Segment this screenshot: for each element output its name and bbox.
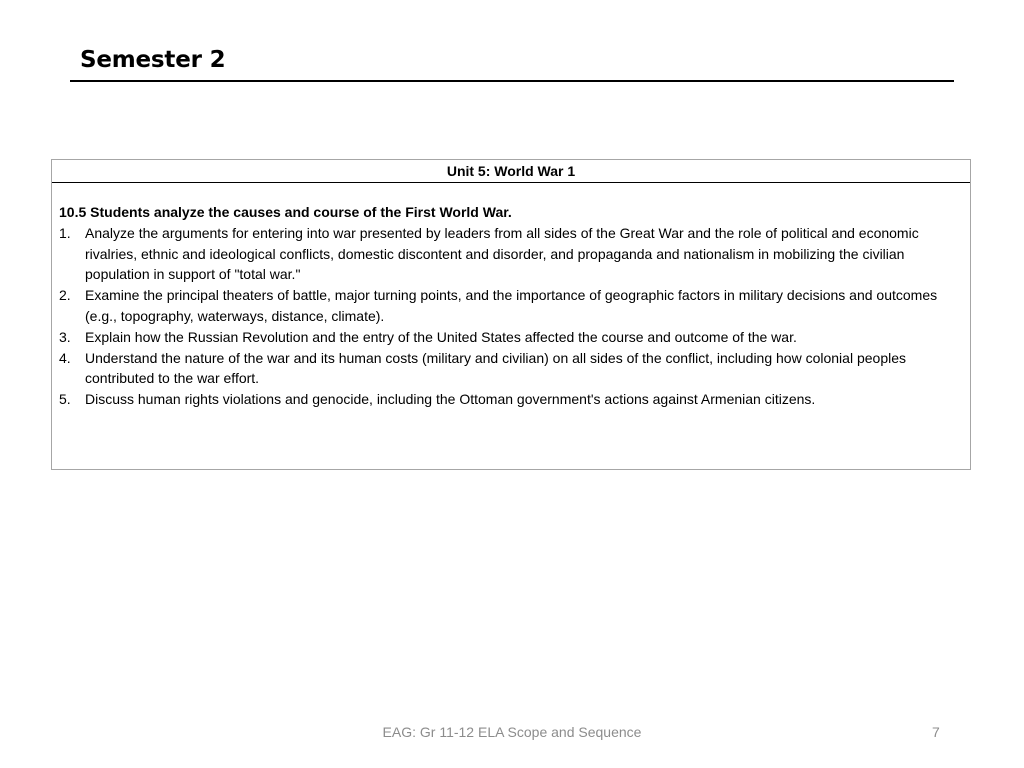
unit-table	[51, 159, 971, 470]
list-item	[59, 223, 960, 285]
page-number: 7	[932, 724, 940, 740]
standard-heading: 10.5 Students analyze the causes and course of the First World War.	[59, 204, 512, 220]
list-item	[59, 348, 960, 390]
slide-title: Semester 2	[80, 47, 226, 73]
item-number: 1.	[59, 224, 71, 241]
item-text: Explain how the Russian Revolution and the entry of the United States affected the course and outcome of the war.	[85, 328, 797, 345]
list-item	[59, 389, 960, 410]
item-text: Analyze the arguments for entering into war presented by leaders from all sides of the Great War and the role of political and economic rivalries, ethnic and ideological conflicts, domestic discontent and disorder, and propaganda and nationalism in mobilizing the civilian population in support of "total war."	[85, 224, 919, 283]
item-number: 2.	[59, 287, 71, 304]
item-text: Understand the nature of the war and its human costs (military and civilian) on all sides of the conflict, including how colonial peoples contributed to the war effort.	[85, 349, 906, 387]
item-number: 4.	[59, 349, 71, 366]
item-text: Examine the principal theaters of battle, major turning points, and the importance of geographic factors in military decisions and outcomes (e.g., topography, waterways, distance, climate).	[85, 287, 938, 324]
footer-text: EAG: Gr 11-12 ELA Scope and Sequence	[382, 724, 642, 740]
list-item	[59, 327, 960, 348]
item-number: 3.	[59, 328, 71, 345]
standard-items	[59, 223, 960, 410]
unit-body	[52, 183, 970, 410]
item-number: 5.	[59, 391, 71, 408]
title-divider	[70, 80, 954, 82]
list-item	[59, 285, 960, 327]
unit-header: Unit 5: World War 1	[52, 160, 970, 183]
item-text: Discuss human rights violations and genocide, including the Ottoman government's actions against Armenian citizens.	[85, 391, 816, 408]
